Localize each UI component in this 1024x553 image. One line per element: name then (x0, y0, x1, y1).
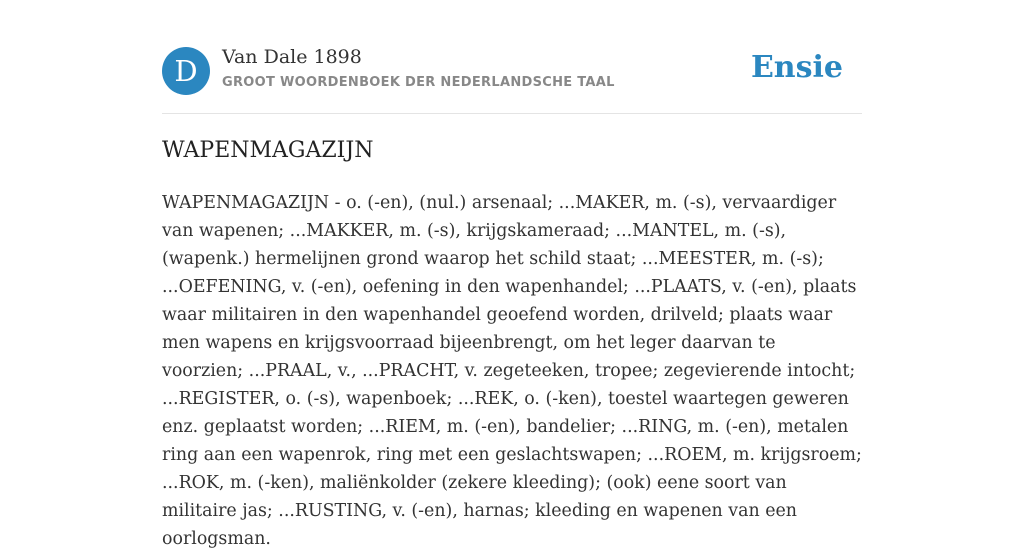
source-header (162, 46, 862, 96)
entry-title: WAPENMAGAZIJN (162, 138, 374, 163)
dictionary-subtitle: GROOT WOORDENBOEK DER NEDERLANDSCHE TAAL (222, 75, 615, 90)
header-divider (162, 113, 862, 114)
dictionary-title-link[interactable]: Van Dale 1898 (222, 46, 362, 68)
dictionary-logo[interactable]: D (162, 47, 210, 95)
ensie-logo[interactable]: Ensie (750, 50, 843, 85)
entry-definition: WAPENMAGAZIJN - o. (-en), (nul.) arsenaal; ...MAKER, m. (-s), vervaardiger van wapenen; ...MAKKER, m. (-s), krijgskameraad; ...MANTEL, m. (-s), (wapenk.) hermelijnen grond waarop het schild staat; ...MEESTER, m. (-s); ...OEFENING, v. (-en), oefening in den wapenhandel; ...PLAATS, v. (-en), plaats waar militairen in den wapenhandel geoefend worden, drilveld; plaats waar men wapens en krijgsvoorraad bijeenbrengt, om het leger daarvan te voorzien; ...PRAAL, v., ...PRACHT, v. zegeteeken, tropee; zegevierende intocht; ...REGISTER, o. (-s), wapenboek; ...REK, o. (-ken), toestel waartegen geweren enz. geplaatst worden; ...RIEM, m. (-en), bandelier; ...RING, m. (-en), metalen ring aan een wapenrok, ring met een geslachtswapen; ...ROEM, m. krijgsroem; ...ROK, m. (-ken), maliënkolder (zekere kleeding); (ook) eene soort van militaire jas; ...RUSTING, v. (-en), harnas; kleeding en wapenen van een oorlogsman. (162, 193, 862, 549)
